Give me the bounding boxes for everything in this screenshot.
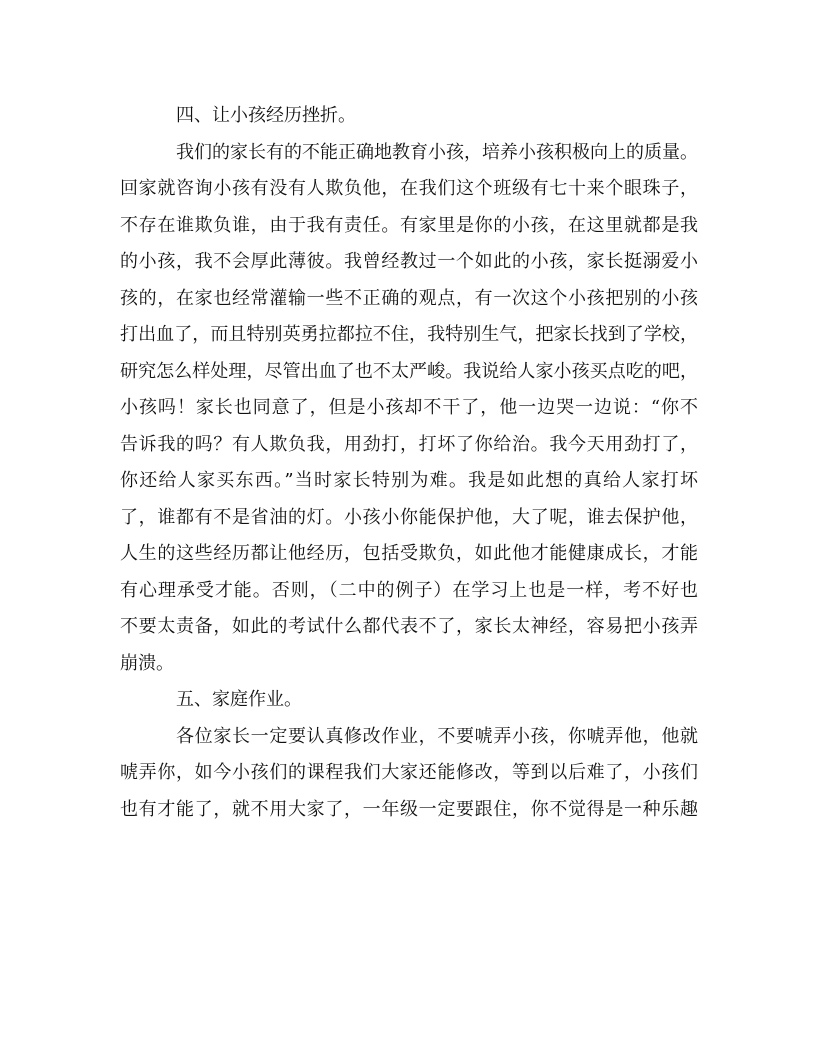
paragraph-line: 各位家长一定要认真修改作业，不要唬弄小孩，你唬弄他，他就 xyxy=(176,725,698,747)
paragraph-line: 孩的，在家也经常灌输一些不正确的观点，有一次这个小孩把别的小孩 xyxy=(120,287,698,309)
paragraph-line: 也有才能了，就不用大家了，一年级一定要跟住，你不觉得是一种乐趣 xyxy=(120,798,698,820)
paragraph-line: 我们的家长有的不能正确地教育小孩，培养小孩积极向上的质量。 xyxy=(176,141,698,163)
paragraph-line: 告诉我的吗？有人欺负我，用劲打，打坏了你给治。我今天用劲打了， xyxy=(120,433,698,455)
paragraph-line: 你还给人家买东西。”当时家长特别为难。我是如此想的真给人家打坏 xyxy=(120,470,698,491)
paragraph-line: 研究怎么样处理，尽管出血了也不太严峻。我说给人家小孩买点吃的吧， xyxy=(120,360,698,382)
paragraph-line: 的小孩，我不会厚此薄彼。我曾经教过一个如此的小孩，家长挺溺爱小 xyxy=(120,251,698,272)
paragraph-line: 打出血了，而且特别英勇拉都拉不住，我特别生气，把家长找到了学校， xyxy=(120,324,698,345)
paragraph-line: 有心理承受才能。否则，（二中的例子）在学习上也是一样，考不好也 xyxy=(120,579,698,601)
paragraph-line: 回家就咨询小孩有没有人欺负他，在我们这个班级有七十来个眼珠子， xyxy=(120,178,698,199)
paragraph-line: 崩溃。 xyxy=(120,652,174,674)
paragraph-line: 小孩吗！家长也同意了，但是小孩却不干了，他一边哭一边说：“你不 xyxy=(120,397,698,418)
paragraph-line: 了，谁都有不是省油的灯。小孩小你能保护他，大了呢，谁去保护他， xyxy=(120,506,698,528)
section-heading-4: 四、让小孩经历挫折。 xyxy=(176,105,356,126)
section-heading-5: 五、家庭作业。 xyxy=(176,689,302,710)
paragraph-line: 人生的这些经历都让他经历，包括受欺负，如此他才能健康成长，才能 xyxy=(120,543,698,564)
paragraph-line: 不存在谁欺负谁，由于我有责任。有家里是你的小孩，在这里就都是我 xyxy=(120,214,698,236)
paragraph-line: 不要太责备，如此的考试什么都代表不了，家长太神经，容易把小孩弄 xyxy=(120,616,698,637)
paragraph-line: 唬弄你，如今小孩们的课程我们大家还能修改，等到以后难了，小孩们 xyxy=(120,762,698,783)
document-body xyxy=(120,98,698,828)
